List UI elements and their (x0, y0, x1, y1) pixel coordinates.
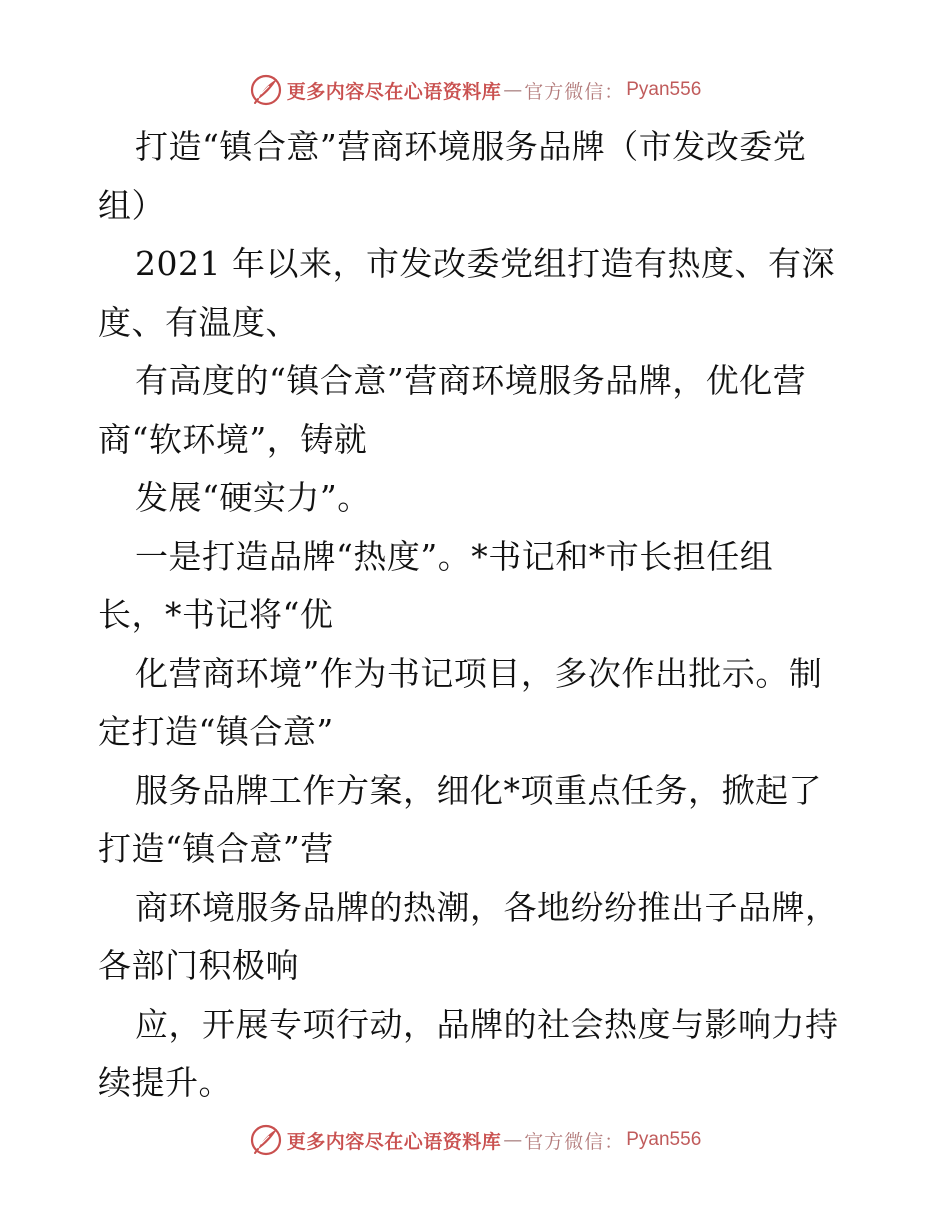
watermark-dash: — (503, 79, 523, 101)
feather-pen-logo-icon (249, 73, 283, 107)
watermark-brand-text: 更多内容尽在心语资料库 (286, 80, 502, 103)
footer-watermark (0, 1120, 950, 1160)
document-line: 度、有温度、 (98, 302, 299, 342)
document-line: 组） (98, 185, 165, 225)
header-watermark (0, 70, 950, 110)
document-line: 应，开展专项行动，品牌的社会热度与影响力持 (135, 1004, 839, 1044)
document-line: 服务品牌工作方案，细化*项重点任务，掀起了 (135, 770, 822, 810)
document-line: 续提升。 (98, 1063, 232, 1102)
watermark-wechat-id: Pyan556 (626, 1129, 702, 1150)
document-line: 打造“镇合意”营 (98, 829, 334, 868)
watermark-dash: — (503, 1129, 523, 1151)
document-line: 打造“镇合意”营商环境服务品牌（市发改委党 (135, 127, 807, 166)
watermark-wechat-label: 官方微信： (524, 1130, 625, 1153)
feather-pen-logo-icon (249, 1123, 283, 1157)
watermark-brand-text: 更多内容尽在心语资料库 (286, 1130, 502, 1153)
document-body (98, 118, 858, 1113)
watermark-wechat-id: Pyan556 (626, 79, 702, 100)
document-line: 有高度的“镇合意”营商环境服务品牌，优化营 (135, 361, 807, 400)
document-line: 一是打造品牌“热度”。*书记和*市长担任组 (135, 536, 774, 576)
document-line: 2021 年以来，市发改委党组打造有热度、有深 (135, 244, 835, 283)
document-line: 发展“硬实力”。 (135, 478, 371, 517)
document-line: 各部门积极响 (98, 946, 299, 985)
document-line: 商环境服务品牌的热潮，各地纷纷推出子品牌， (135, 887, 839, 927)
document-line: 长，*书记将“优 (98, 595, 334, 634)
document-line: 定打造“镇合意” (98, 712, 334, 751)
document-line: 商“软环境”，铸就 (98, 419, 368, 459)
watermark-wechat-label: 官方微信： (524, 80, 625, 103)
document-line: 化营商环境”作为书记项目，多次作出批示。制 (135, 653, 823, 693)
